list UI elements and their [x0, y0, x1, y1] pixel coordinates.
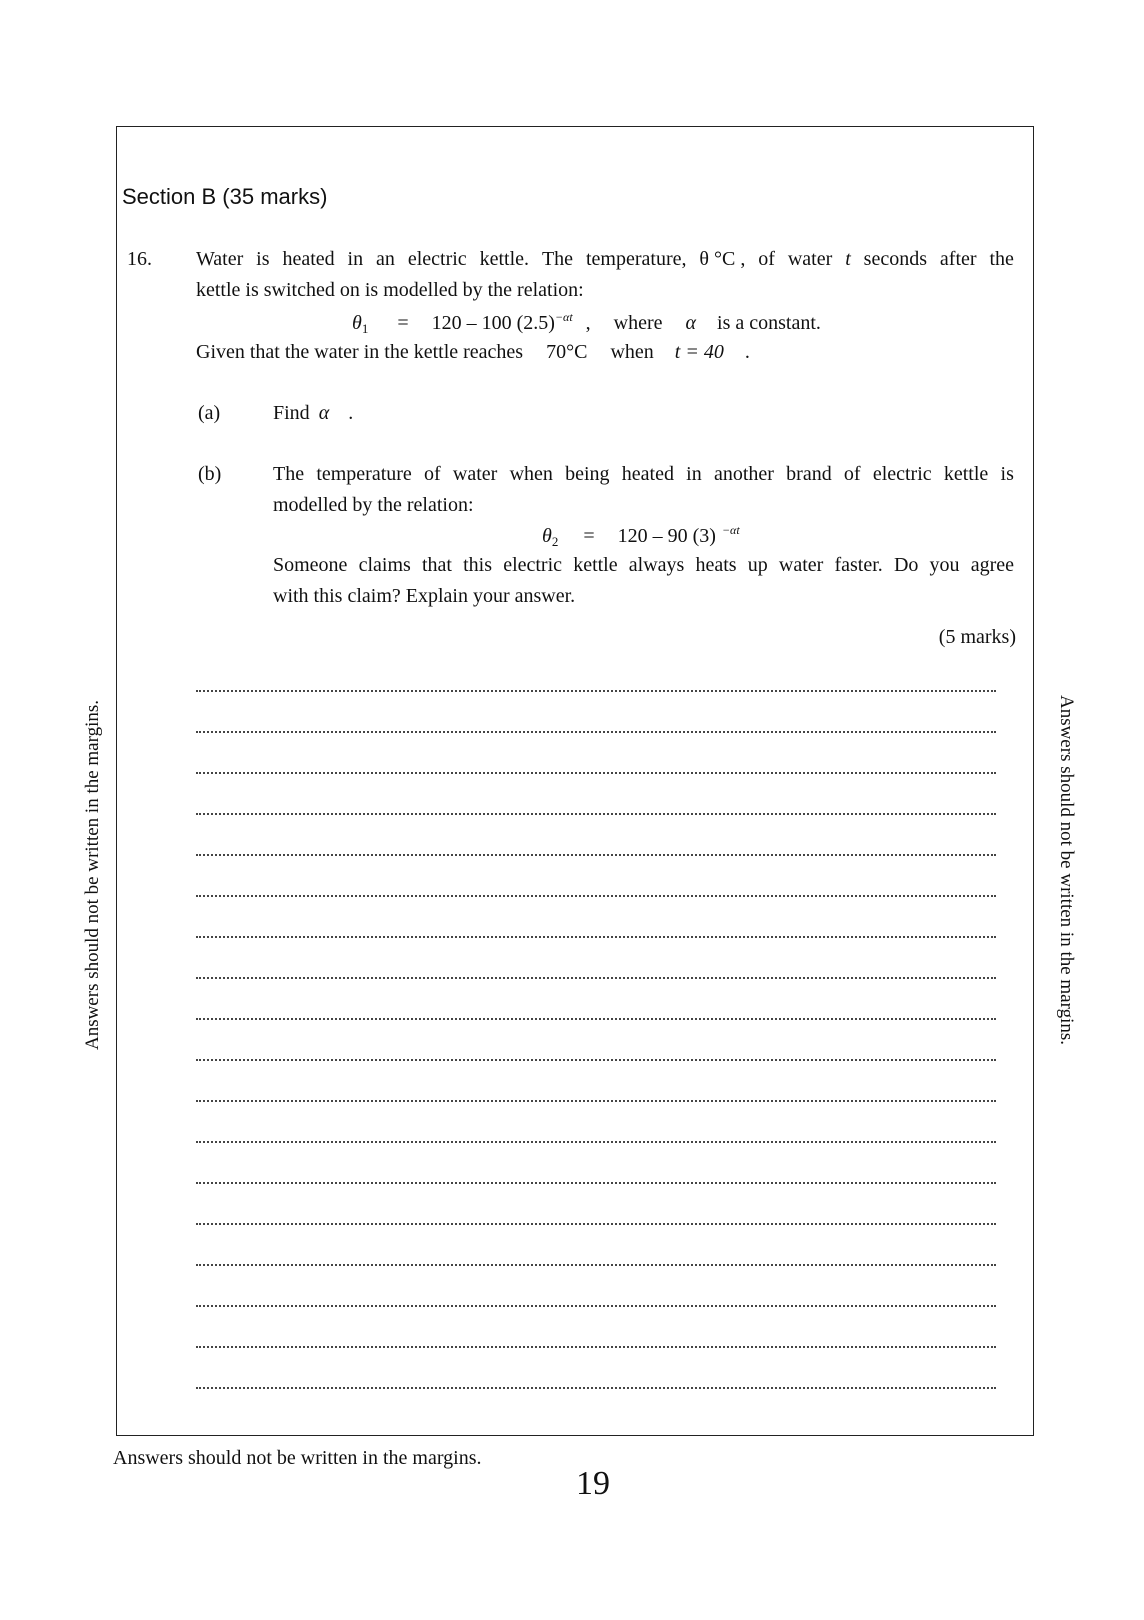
part-a-alpha: α [318, 402, 330, 424]
word: kettle [943, 463, 989, 485]
alpha-symbol: α [685, 312, 697, 334]
word: another [713, 463, 774, 485]
word: water [452, 463, 498, 485]
relation-1 [352, 310, 821, 337]
word: in [347, 248, 364, 270]
word: kettle [573, 554, 618, 576]
given-temp: 70°C [546, 341, 588, 363]
word: the [989, 248, 1014, 270]
answer-line[interactable] [196, 1346, 996, 1348]
word: The [541, 248, 574, 270]
word: claims [358, 554, 411, 576]
word: seconds [863, 248, 927, 270]
part-a-find: Find [273, 402, 310, 424]
word: brand [786, 463, 832, 485]
margin-notice-left: Answers should not be written in the margins. [82, 699, 103, 1051]
answer-line[interactable] [196, 772, 996, 774]
answer-line[interactable] [196, 1100, 996, 1102]
part-a-text [273, 402, 353, 425]
answer-line[interactable] [196, 731, 996, 733]
word: heated [282, 248, 335, 270]
word: The [273, 463, 305, 485]
relation-2-exponent: −αt [721, 523, 740, 537]
answer-line[interactable] [196, 1387, 996, 1389]
word: electric [503, 554, 563, 576]
relation-1-where: where [613, 312, 663, 334]
answer-line[interactable] [196, 1182, 996, 1184]
word: temperature, [585, 248, 687, 270]
part-a-end: . [348, 402, 354, 424]
word: always [628, 554, 685, 576]
word: heats [695, 554, 737, 576]
margin-notice-footer: Answers should not be written in the margins. [113, 1447, 482, 1469]
answer-line[interactable] [196, 1305, 996, 1307]
relation-2 [542, 523, 740, 550]
margin-notice-right: Answers should not be written in the margins. [1056, 694, 1077, 1046]
given-end: . [744, 341, 750, 363]
word: that [421, 554, 452, 576]
word: this [463, 554, 493, 576]
marks-allocation: (5 marks) [938, 626, 1016, 648]
word: you [929, 554, 960, 576]
page-number: 19 [576, 1465, 610, 1502]
word: being [565, 463, 610, 485]
word: temperature [316, 463, 412, 485]
word: after [939, 248, 977, 270]
section-title: Section B (35 marks) [122, 184, 328, 209]
word: of [758, 248, 775, 270]
answer-line[interactable] [196, 1018, 996, 1020]
word: electric [872, 463, 932, 485]
word: θ °C , [699, 248, 746, 270]
given-when: when [610, 341, 654, 363]
word: t [845, 248, 851, 270]
relation-1-comma: , [585, 312, 591, 334]
theta-1: θ [352, 312, 362, 334]
answer-line[interactable] [196, 1223, 996, 1225]
relation-2-rhs: 120 – 90 (3) [617, 525, 716, 547]
word: is [1000, 463, 1014, 485]
theta-1-sub: 1 [361, 321, 369, 336]
relation-2-equals: = [583, 525, 595, 547]
part-b-line1 [273, 463, 1014, 486]
answer-line[interactable] [196, 690, 996, 692]
word: agree [970, 554, 1014, 576]
answer-line[interactable] [196, 895, 996, 897]
part-b-line3 [273, 554, 1014, 577]
given-text: Given that the water in the kettle reaches [196, 341, 524, 363]
word: water [787, 248, 833, 270]
word: up [747, 554, 768, 576]
answer-line[interactable] [196, 854, 996, 856]
relation-1-exponent: −αt [554, 310, 573, 324]
word: of [424, 463, 441, 485]
part-b-line4: with this claim? Explain your answer. [273, 585, 576, 607]
question-intro-line2: kettle is switched on is modelled by the relation: [196, 279, 584, 301]
relation-1-rhs: 120 – 100 (2.5) [431, 312, 555, 334]
answer-line[interactable] [196, 813, 996, 815]
word: when [509, 463, 553, 485]
word: Water [196, 248, 244, 270]
question-intro-line1 [196, 248, 1014, 271]
word: Someone [273, 554, 348, 576]
word: heated [621, 463, 674, 485]
part-a-label: (a) [198, 402, 221, 424]
word: kettle. [479, 248, 530, 270]
relation-1-equals: = [397, 312, 409, 334]
answer-line[interactable] [196, 1264, 996, 1266]
given-line [196, 341, 750, 364]
question-number: 16. [127, 248, 152, 270]
relation-1-constant: is a constant. [717, 312, 821, 334]
word: faster. [834, 554, 883, 576]
word: in [686, 463, 702, 485]
answer-line[interactable] [196, 936, 996, 938]
word: is [256, 248, 270, 270]
given-t-value: t = 40 [674, 341, 724, 363]
word: Do [893, 554, 919, 576]
part-b-label: (b) [198, 463, 222, 485]
answer-line[interactable] [196, 977, 996, 979]
answer-line[interactable] [196, 1059, 996, 1061]
answer-line[interactable] [196, 1141, 996, 1143]
theta-2: θ [542, 525, 552, 547]
word: water [778, 554, 824, 576]
theta-2-sub: 2 [551, 534, 559, 549]
word: an [376, 248, 395, 270]
word: of [843, 463, 861, 485]
word: electric [407, 248, 467, 270]
part-b-line2: modelled by the relation: [273, 494, 474, 516]
